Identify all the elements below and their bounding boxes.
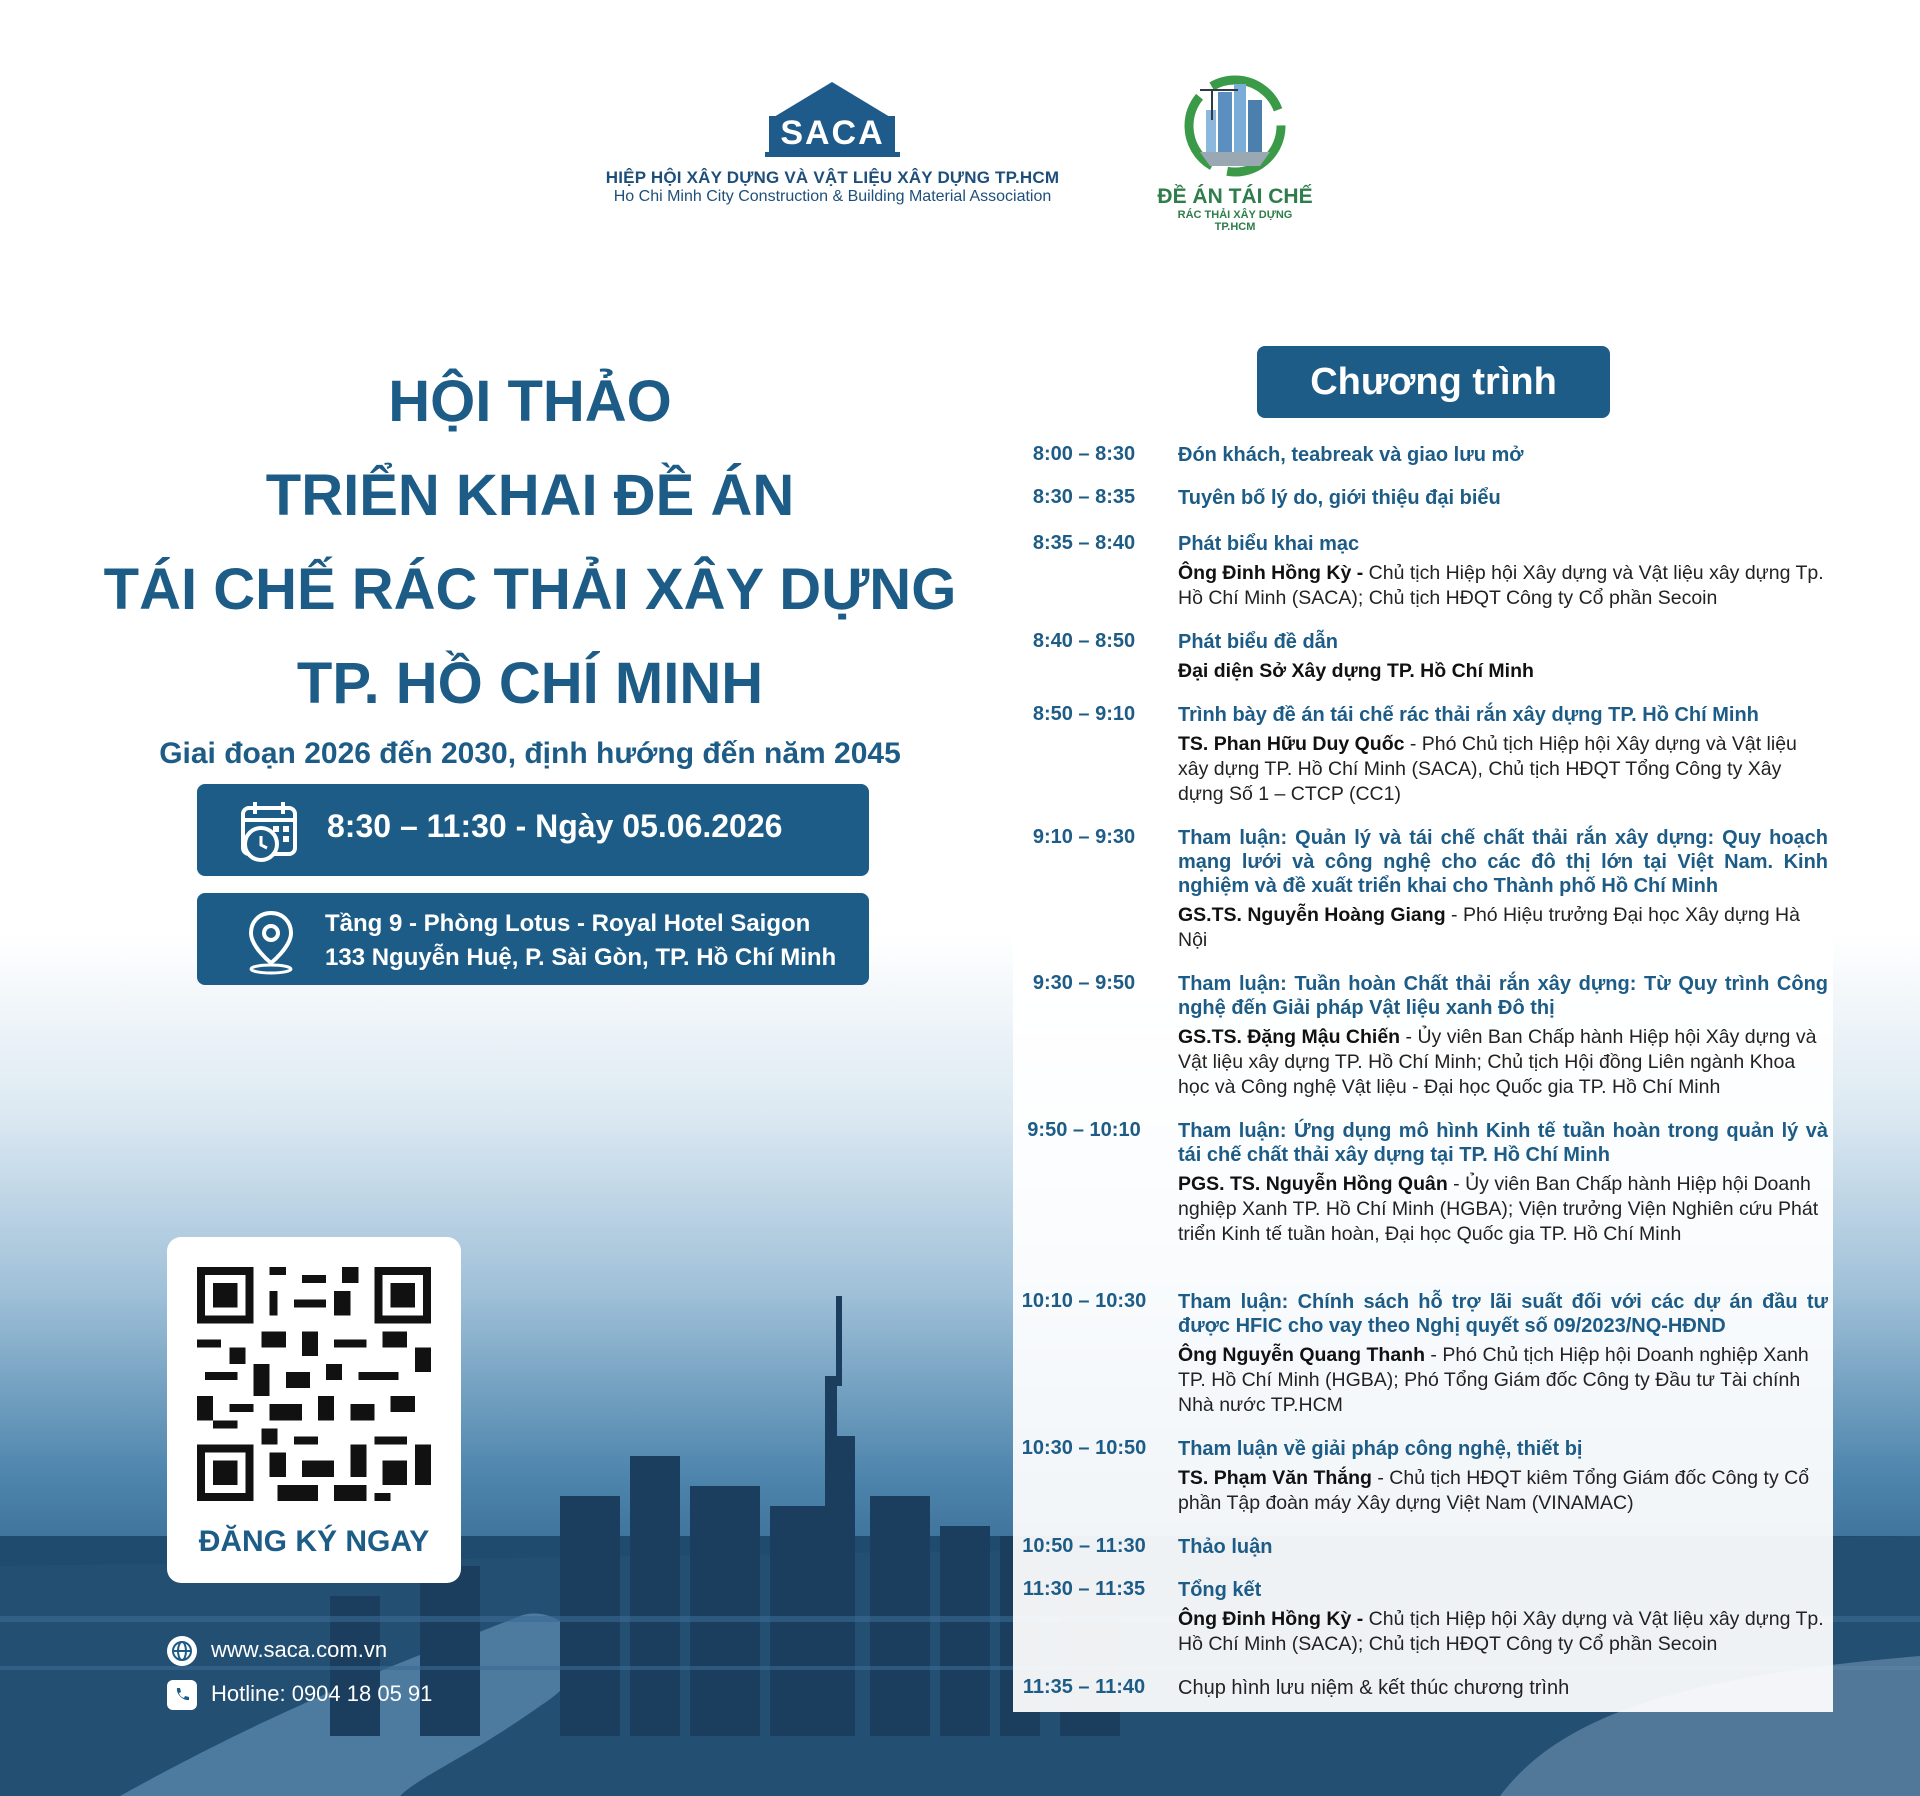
- program-item-time: 8:00 – 8:30: [1032, 443, 1136, 465]
- hotline-text[interactable]: Hotline: 0904 18 05 91: [211, 1680, 433, 1706]
- speaker-name: Đại diện Sở Xây dựng TP. Hồ Chí Minh: [1178, 660, 1534, 682]
- program-item-time: 9:50 – 10:10: [1027, 1119, 1141, 1141]
- speaker-role: - Phó Chủ tịch Hiệp hội Doanh nghiệp Xanh TP. Hồ Chí Minh (HGBA); Phó Tổng Giám đốc Công ty Đầu tư Tài chính Nhà nước TP.HCM: [1178, 1344, 1809, 1416]
- program-item-time: 8:30 – 8:35: [1032, 486, 1136, 508]
- location-pin-icon: [237, 907, 305, 975]
- speaker-role: - Ủy viên Ban Chấp hành Hiệp hội Xây dựng và Vật liệu xây dựng TP. Hồ Chí Minh; Chủ tịch Hội đồng Liên ngành Khoa học và Công nghệ Vật liệu - Đại học Quốc gia TP. Hồ Chí Minh: [1178, 1026, 1817, 1098]
- program-item-speaker: [1178, 1172, 1828, 1247]
- program-item-topic: Tổng kết: [1178, 1579, 1262, 1601]
- event-title-line3: TÁI CHẾ RÁC THẢI XÂY DỰNG: [103, 557, 957, 622]
- program-item-topic: Tham luận: Quản lý và tái chế chất thải rắn xây dựng: Quy hoạch mạng lưới và công nghệ cho các đô thị lớn tại Việt Nam. Kinh nghiệm và đề xuất triển khai cho Thành phố Hồ Chí Minh: [1178, 827, 1828, 897]
- event-location-box: [197, 893, 869, 985]
- program-item-time: 8:40 – 8:50: [1032, 630, 1136, 652]
- program-item-time: 10:30 – 10:50: [1021, 1437, 1147, 1459]
- speaker-name: Ông Đinh Hồng Kỳ -: [1178, 562, 1364, 584]
- speaker-role: Chủ tịch Hiệp hội Xây dựng và Vật liệu xây dựng Tp. Hồ Chí Minh (SACA); Chủ tịch HĐQT Công ty Cổ phần Secoin: [1178, 1608, 1824, 1655]
- header-logos: [0, 70, 1920, 240]
- event-address: 133 Nguyễn Huệ, P. Sài Gòn, TP. Hồ Chí Minh: [325, 944, 837, 971]
- speaker-name: GS.TS. Nguyễn Hoàng Giang: [1178, 904, 1446, 926]
- speaker-role: Chủ tịch Hiệp hội Xây dựng và Vật liệu xây dựng Tp. Hồ Chí Minh (SACA); Chủ tịch HĐQT Công ty Cổ phần Secoin: [1178, 562, 1824, 609]
- program-item-time: 8:35 – 8:40: [1032, 532, 1136, 554]
- event-datetime: 8:30 – 11:30 - Ngày 05.06.2026: [327, 808, 783, 844]
- event-title-block: [100, 355, 960, 771]
- speaker-name: Ông Đinh Hồng Kỳ -: [1178, 1608, 1364, 1630]
- saca-name-en: Ho Chi Minh City Construction & Building Material Association: [613, 188, 1052, 205]
- program-item-time: 9:30 – 9:50: [1032, 972, 1136, 994]
- saca-name-vn: HIỆP HỘI XÂY DỰNG VÀ VẬT LIỆU XÂY DỰNG TP.HCM: [605, 168, 1060, 187]
- speaker-name: GS.TS. Đặng Mậu Chiến: [1178, 1026, 1401, 1048]
- program-item-topic: Tham luận: Ứng dụng mô hình Kinh tế tuần hoàn trong quản lý và tái chế chất thải xây dựng tại TP. Hồ Chí Minh: [1178, 1120, 1828, 1166]
- speaker-name: Ông Nguyễn Quang Thanh: [1178, 1344, 1425, 1366]
- program-item-time: 11:35 – 11:40: [1022, 1676, 1146, 1698]
- program-item-topic: Trình bày đề án tái chế rác thải rắn xây dựng TP. Hồ Chí Minh: [1178, 704, 1759, 726]
- program-item-speaker: [1178, 1607, 1828, 1657]
- program-item-speaker: [1178, 1343, 1828, 1418]
- project-logo-sub1: RÁC THẢI XÂY DỰNG: [1177, 209, 1293, 221]
- program-item-time: 11:30 – 11:35: [1022, 1578, 1146, 1600]
- hotline-contact[interactable]: [167, 1680, 432, 1710]
- program-item-time: 10:50 – 11:30: [1022, 1535, 1146, 1557]
- globe-icon: [167, 1636, 197, 1666]
- speaker-name: TS. Phạm Văn Thắng: [1178, 1467, 1372, 1489]
- speaker-role: - Phó Hiệu trưởng Đại học Xây dựng Hà Nội: [1178, 904, 1800, 951]
- register-label[interactable]: ĐĂNG KÝ NGAY: [198, 1525, 430, 1558]
- phone-icon: [167, 1680, 197, 1710]
- event-title-line2: TRIỂN KHAI ĐỀ ÁN: [265, 463, 795, 528]
- program-item-text: Chụp hình lưu niệm & kết thúc chương trình: [1178, 1677, 1570, 1699]
- qr-code-icon[interactable]: [197, 1267, 431, 1501]
- program-item-time: 9:10 – 9:30: [1032, 826, 1136, 848]
- speaker-name: TS. Phan Hữu Duy Quốc: [1178, 733, 1405, 755]
- event-title-line4: TP. HỒ CHÍ MINH: [296, 651, 764, 716]
- program-item-speaker: [1178, 903, 1828, 953]
- program-item-topic: Phát biểu đề dẫn: [1178, 631, 1339, 653]
- speaker-role: - Ủy viên Ban Chấp hành Hiệp hội Doanh nghiệp Xanh TP. Hồ Chí Minh (HGBA); Viện trưởng Viện Nghiên cứu Phát triển Kinh tế tuần hoàn, Đại học Quốc gia TP. Hồ Chí Minh: [1178, 1173, 1819, 1245]
- saca-logo-text: SACA: [780, 114, 885, 152]
- project-logo-sub2: TP.HCM: [1214, 221, 1256, 233]
- saca-logo-mark: [765, 80, 900, 158]
- program-item-topic: Đón khách, teabreak và giao lưu mở: [1178, 444, 1524, 466]
- speaker-name: PGS. TS. Nguyễn Hồng Quân: [1178, 1173, 1448, 1195]
- program-item-speaker: [1178, 1025, 1828, 1100]
- speaker-role: - Chủ tịch HĐQT kiêm Tổng Giám đốc Công ty Cổ phần Tập đoàn máy Xây dựng Việt Nam (VINAMAC): [1178, 1467, 1810, 1514]
- program-item-speaker: [1178, 1466, 1828, 1516]
- program-item-topic: Thảo luận: [1178, 1536, 1273, 1558]
- saca-logo: [575, 80, 1090, 206]
- recycle-city-icon: [1160, 70, 1310, 178]
- register-qr-card[interactable]: [167, 1237, 461, 1583]
- project-logo-title: ĐỀ ÁN TÁI CHẾ: [1157, 185, 1313, 208]
- event-venue: Tầng 9 - Phòng Lotus - Royal Hotel Saigon: [325, 910, 811, 937]
- website-contact[interactable]: [167, 1636, 387, 1666]
- calendar-clock-icon: [237, 798, 305, 866]
- program-item-topic: Tham luận: Chính sách hỗ trợ lãi suất đối với các dự án đầu tư được HFIC cho vay theo Nghị quyết số 09/2023/NQ-HĐND: [1178, 1291, 1828, 1337]
- program-item-topic: Tham luận về giải pháp công nghệ, thiết bị: [1178, 1438, 1583, 1460]
- program-item-topic: Phát biểu khai mạc: [1178, 533, 1360, 555]
- program-item-speaker: [1178, 659, 1828, 684]
- program-heading: Chương trình: [1257, 346, 1610, 418]
- program-item-topic: Tham luận: Tuần hoàn Chất thải rắn xây dựng: Từ Quy trình Công nghệ đến Giải pháp Vật liệu xanh Đô thị: [1178, 973, 1828, 1019]
- event-subtitle: Giai đoạn 2026 đến 2030, định hướng đến năm 2045: [159, 737, 901, 770]
- program-item-speaker: [1178, 561, 1828, 611]
- program-item-speaker: [1178, 732, 1828, 807]
- project-logo: [1150, 70, 1320, 233]
- event-title-line1: HỘI THẢO: [388, 369, 672, 434]
- event-datetime-box: [197, 784, 869, 876]
- program-item-time: 10:10 – 10:30: [1021, 1290, 1147, 1312]
- website-text[interactable]: www.saca.com.vn: [211, 1636, 388, 1662]
- speaker-role: - Phó Chủ tịch Hiệp hội Xây dựng và Vật liệu xây dựng TP. Hồ Chí Minh (SACA), Chủ tịch HĐQT Tổng Công ty Xây dựng Số 1 – CTCP (CC1): [1178, 733, 1797, 805]
- program-item-topic: Tuyên bố lý do, giới thiệu đại biểu: [1178, 487, 1501, 509]
- program-item-time: 8:50 – 9:10: [1032, 703, 1136, 725]
